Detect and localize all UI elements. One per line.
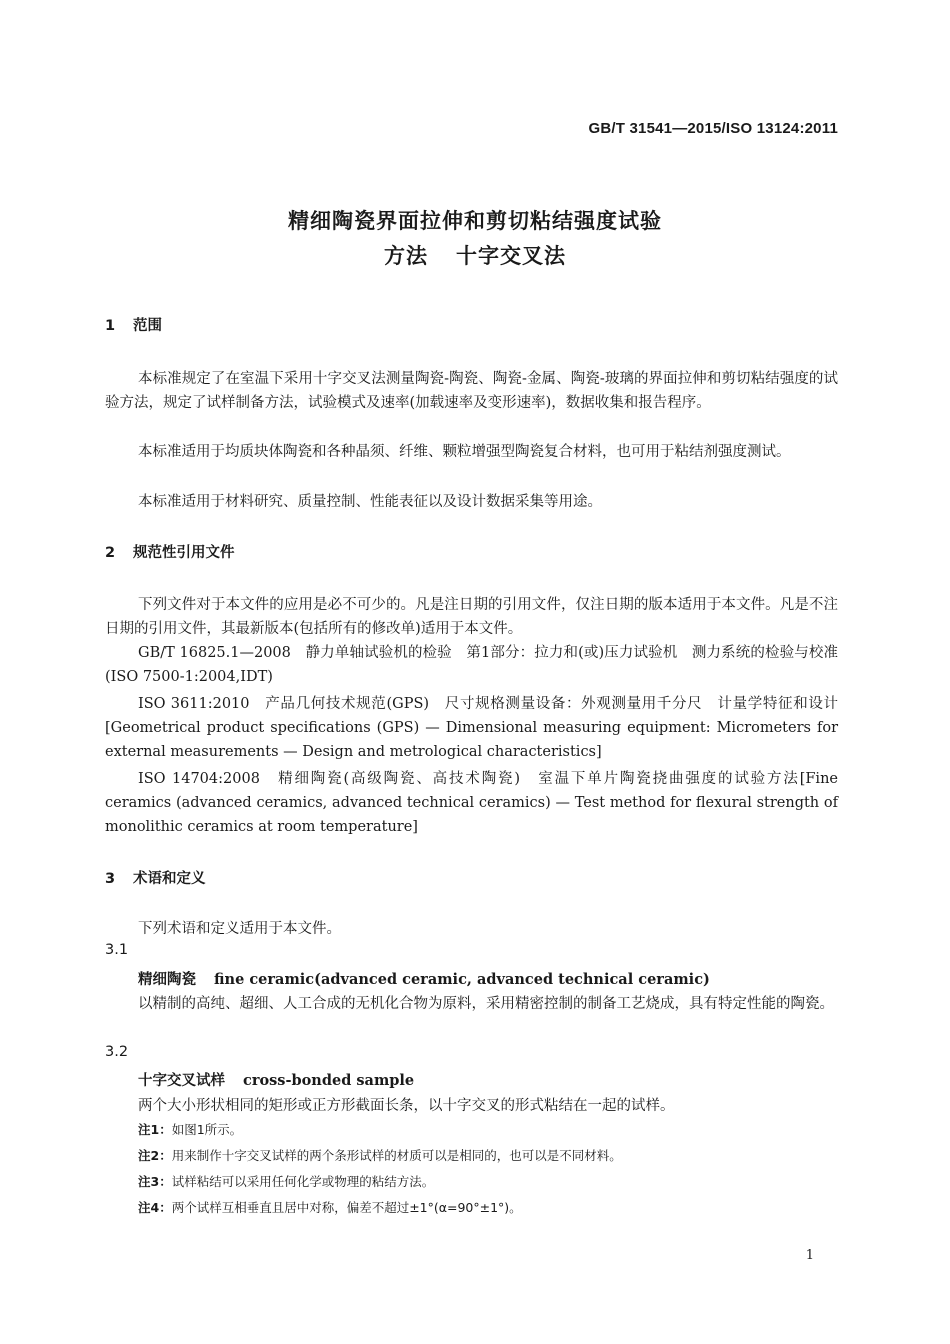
note-label: 注3： [138,1174,172,1189]
section-2-heading [105,541,235,562]
section-1-heading [105,314,162,335]
note-4 [138,1198,522,1216]
title-line2-part2: 十字交叉法 [456,244,566,268]
reference-gbt16825: GB/T 16825.1—2008 静力单轴试验机的检验 第1部分：拉力和(或)压力试验机 测力系统的检验与校准(ISO 7500-1:2004,IDT) [105,645,838,685]
term-cross-bonded-sample [138,1069,414,1090]
section-1-paragraph-1: 本标准规定了在室温下采用十字交叉法测量陶瓷-陶瓷、陶瓷-金属、陶瓷-玻璃的界面拉伸和剪切粘结强度的试验方法，规定了试样制备方法，试验模式及速率(加载速率及变形速率)，数据收集和报告程序。 [105,371,838,411]
note-1 [138,1120,242,1138]
document-title-line2 [0,240,950,270]
reference-iso3611: ISO 3611:2010 产品几何技术规范(GPS) 尺寸规格测量设备：外观测量用千分尺 计量学特征和设计[Geometrical product specifications (GPS) — Dimensional measuring equipment: Micrometers for external measurements — Design and metrological characteristics] [105,696,838,760]
section-number: 1 [105,318,116,334]
section-1-paragraph-3: 本标准适用于材料研究、质量控制、性能表征以及设计数据采集等用途。 [138,494,602,510]
term-zh: 精细陶瓷 [138,972,196,988]
section-2-paragraph-1: 下列文件对于本文件的应用是必不可少的。凡是注日期的引用文件，仅注日期的版本适用于本文件。凡是不注日期的引用文件，其最新版本(包括所有的修改单)适用于本文件。 [105,597,838,637]
standard-code: GB/T 31541—2015/ISO 13124:2011 [588,120,838,137]
note-label: 注1： [138,1122,172,1137]
section-3-intro: 下列术语和定义适用于本文件。 [138,921,341,937]
note-label: 注4： [138,1200,172,1215]
term-fine-ceramic [138,968,710,989]
note-text: 用来制作十字交叉试样的两个条形试样的材质可以是相同的，也可以是不同材料。 [171,1148,622,1163]
section-title: 范围 [133,318,162,334]
section-title: 规范性引用文件 [133,545,235,561]
page-number: 1 [805,1248,814,1263]
note-3 [138,1172,434,1190]
section-3-heading [105,867,206,888]
note-text: 两个试样互相垂直且居中对称，偏差不超过±1°(α=90°±1°)。 [171,1200,522,1215]
note-text: 试样粘结可以采用任何化学或物理的粘结方法。 [171,1174,435,1189]
title-line2-part1: 方法 [384,244,428,268]
term-definition-3-2: 两个大小形状相同的矩形或正方形截面长条，以十字交叉的形式粘结在一起的试样。 [138,1098,675,1114]
term-en: cross-bonded sample [243,1072,415,1089]
term-en: fine ceramic(advanced ceramic, advanced technical ceramic) [214,971,710,988]
term-definition-3-1: 以精制的高纯、超细、人工合成的无机化合物为原料，采用精密控制的制备工艺烧成，具有特定性能的陶瓷。 [138,996,834,1012]
note-2 [138,1146,622,1164]
note-label: 注2： [138,1148,172,1163]
term-number-3-2: 3.2 [105,1044,129,1060]
note-text: 如图1所示。 [171,1122,243,1137]
term-number-3-1: 3.1 [105,942,129,958]
section-title: 术语和定义 [133,871,206,887]
term-zh: 十字交叉试样 [138,1073,225,1089]
section-1-paragraph-2: 本标准适用于均质块体陶瓷和各种晶须、纤维、颗粒增强型陶瓷复合材料，也可用于粘结剂强度测试。 [138,444,791,460]
section-number: 3 [105,871,116,887]
document-title-line1: 精细陶瓷界面拉伸和剪切粘结强度试验 [288,209,662,233]
section-number: 2 [105,545,116,561]
reference-iso14704: ISO 14704:2008 精细陶瓷(高级陶瓷、高技术陶瓷) 室温下单片陶瓷挠曲强度的试验方法[Fine ceramics (advanced ceramics, advanced technical ceramics) — Test method for flexural strength of monolithic ceramics at room temperature] [105,771,838,835]
